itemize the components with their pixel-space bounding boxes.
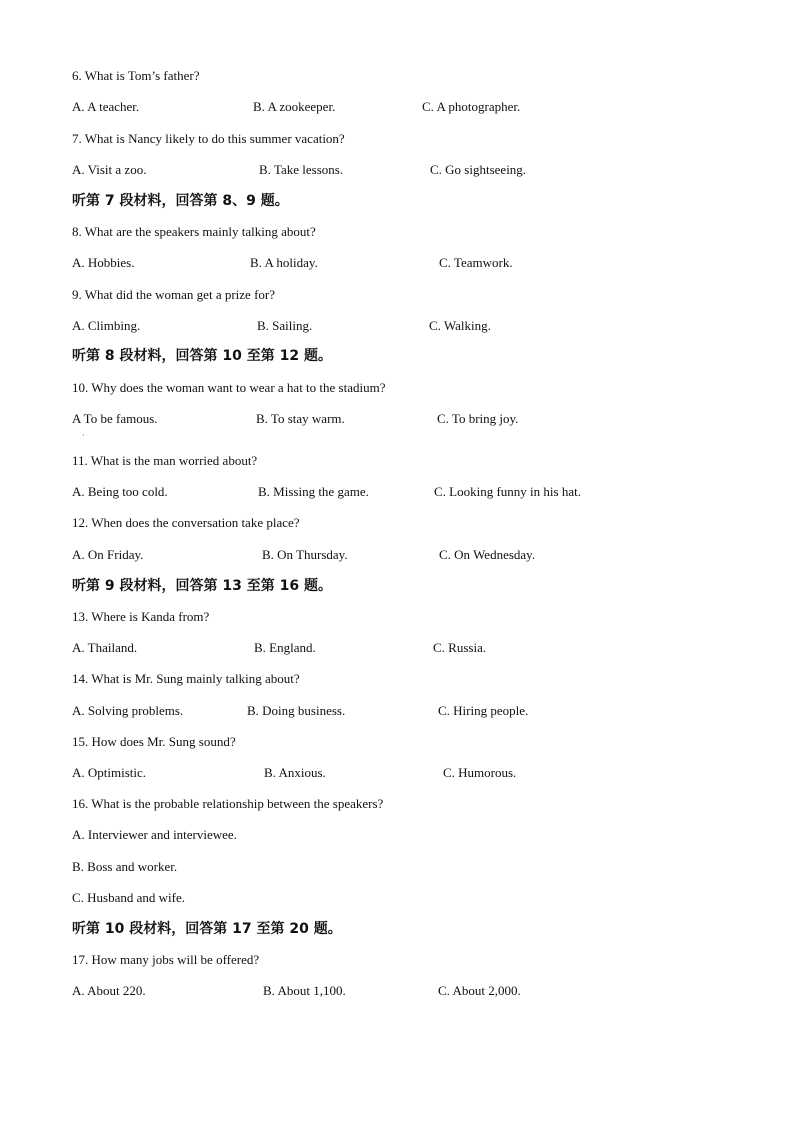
section-heading-7: 听第 7 段材料，回答第 8、9 题。 — [72, 193, 289, 209]
question-16: 16. What is the probable relationship between the speakers? — [72, 796, 384, 811]
question-8-option-c: C. Teamwork. — [439, 255, 513, 270]
question-7-option-c: C. Go sightseeing. — [430, 162, 527, 177]
question-13-option-c: C. Russia. — [433, 640, 487, 655]
question-15-option-b: B. Anxious. — [264, 765, 326, 780]
question-14: 14. What is Mr. Sung mainly talking about? — [72, 671, 300, 686]
question-12-option-a: A. On Friday. — [72, 547, 144, 562]
question-17-option-c: C. About 2,000. — [438, 983, 521, 998]
question-6-option-a: A. A teacher. — [72, 99, 140, 114]
question-17-option-b: B. About 1,100. — [263, 983, 346, 998]
question-15-option-c: C. Humorous. — [443, 765, 517, 780]
question-17-option-a: A. About 220. — [72, 983, 146, 998]
question-13: 13. Where is Kanda from? — [72, 609, 210, 624]
question-7-option-a: A. Visit a zoo. — [72, 162, 147, 177]
question-12-option-c: C. On Wednesday. — [439, 547, 536, 562]
question-6-option-c: C. A photographer. — [422, 99, 521, 114]
question-11: 11. What is the man worried about? — [72, 453, 258, 468]
question-9-option-c: C. Walking. — [429, 318, 491, 333]
question-11-option-a: A. Being too cold. — [72, 484, 168, 499]
question-10: 10. Why does the woman want to wear a hat to the stadium? — [72, 380, 386, 395]
question-16-option-a: A. Interviewer and interviewee. — [72, 827, 237, 842]
question-14-option-b: B. Doing business. — [247, 703, 346, 718]
stray-dot-mark: · — [82, 431, 85, 440]
question-14-option-a: A. Solving problems. — [72, 703, 184, 718]
section-heading-9: 听第 9 段材料，回答第 13 至第 16 题。 — [72, 578, 332, 594]
question-17: 17. How many jobs will be offered? — [72, 952, 260, 967]
question-6: 6. What is Tom’s father? — [72, 68, 200, 83]
section-heading-8: 听第 8 段材料，回答第 10 至第 12 题。 — [72, 348, 332, 364]
question-10-option-b: B. To stay warm. — [256, 411, 345, 426]
question-9: 9. What did the woman get a prize for? — [72, 287, 275, 302]
question-8: 8. What are the speakers mainly talking about? — [72, 224, 316, 239]
question-8-option-b: B. A holiday. — [250, 255, 318, 270]
question-12-option-b: B. On Thursday. — [262, 547, 348, 562]
question-16-option-c: C. Husband and wife. — [72, 890, 186, 905]
question-8-option-a: A. Hobbies. — [72, 255, 135, 270]
question-9-option-b: B. Sailing. — [257, 318, 313, 333]
question-15-option-a: A. Optimistic. — [72, 765, 147, 780]
question-13-option-a: A. Thailand. — [72, 640, 138, 655]
section-heading-10: 听第 10 段材料，回答第 17 至第 20 题。 — [72, 921, 342, 937]
question-16-option-b: B. Boss and worker. — [72, 859, 178, 874]
question-7-option-b: B. Take lessons. — [259, 162, 344, 177]
question-12: 12. When does the conversation take place? — [72, 515, 300, 530]
question-13-option-b: B. England. — [254, 640, 316, 655]
question-6-option-b: B. A zookeeper. — [253, 99, 336, 114]
question-9-option-a: A. Climbing. — [72, 318, 141, 333]
question-15: 15. How does Mr. Sung sound? — [72, 734, 236, 749]
question-11-option-b: B. Missing the game. — [258, 484, 369, 499]
question-10-option-a: A To be famous. — [72, 411, 158, 426]
question-7: 7. What is Nancy likely to do this summer vacation? — [72, 131, 345, 146]
question-14-option-c: C. Hiring people. — [438, 703, 529, 718]
question-10-option-c: C. To bring joy. — [437, 411, 519, 426]
question-11-option-c: C. Looking funny in his hat. — [434, 484, 581, 499]
